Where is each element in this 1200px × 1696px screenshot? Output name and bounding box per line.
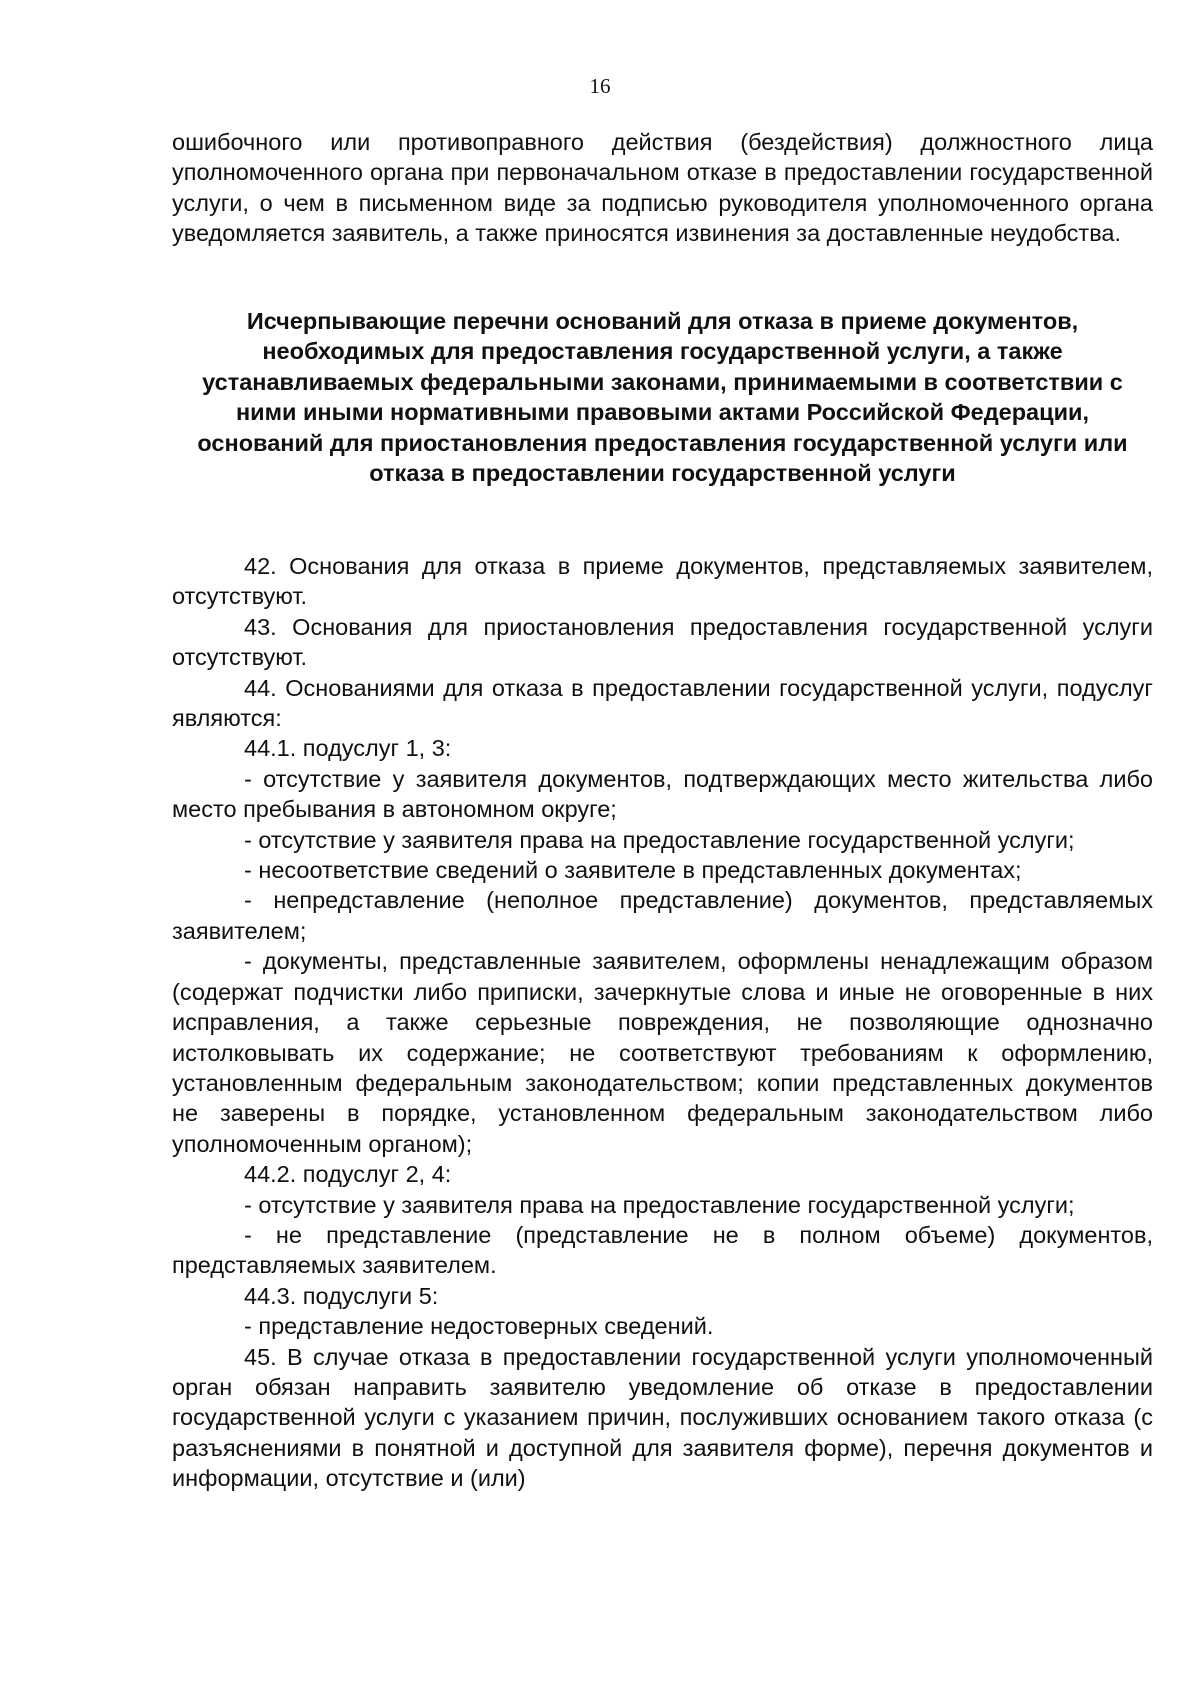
list-item: - отсутствие у заявителя права на предоставление государственной услуги; [244,826,1075,853]
intro-text-block [172,127,1153,249]
page-number: 16 [589,74,611,98]
paragraph-44-2: 44.2. подуслуг 2, 4: [244,1161,452,1188]
paragraph-45: 45. В случае отказа в предоставлении государственной услуги уполномоченный орган обязан направить заявителю уведомление об отказе в предоставлении государственной услуги с указанием причин, послуживших основанием такого отказа (с разъяснениями в понятной и доступной для заявителя форме), перечня документов и информации, отсутствие и (или) [172,1343,1153,1492]
list-item: - не представление (представление не в полном объеме) документов, представляемых заявителем. [172,1221,1153,1279]
main-text-block [172,551,1153,1494]
paragraph-43: 43. Основания для приостановления предоставления государственной услуги отсутствуют. [172,613,1153,671]
section-heading: Исчерпывающие перечни оснований для отказа в приеме документов, необходимых для предоставления государственной услуги, а также устанавливаемых федеральными законами, принимаемыми в соответствии с ними иными нормативными правовыми актами Российской Федерации, оснований для приостановления предоставления государственной услуги или отказа в предоставлении государственной услуги [197,308,1128,487]
list-item: - непредставление (неполное представление) документов, представляемых заявителем; [172,887,1153,944]
list-item: - несоответствие сведений о заявителе в представленных документах; [244,857,1022,884]
paragraph-44-3: 44.3. подуслуги 5: [244,1282,439,1309]
paragraph-44: 44. Основаниями для отказа в предоставлении государственной услуги, подуслуг являются: [172,674,1153,732]
list-item: - отсутствие у заявителя права на предоставление государственной услуги; [244,1191,1075,1218]
paragraph-44-1: 44.1. подуслуг 1, 3: [244,735,452,762]
list-item: - представление недостоверных сведений. [244,1313,714,1340]
paragraph-42: 42. Основания для отказа в приеме документов, представляемых заявителем, отсутствуют. [172,553,1153,610]
intro-paragraph: ошибочного или противоправного действия (бездействия) должностного лица уполномоченного органа при первоначальном отказе в предоставлении государственной услуги, о чем в письменном виде за подписью руководителя уполномоченного органа уведомляется заявитель, а также приносятся извинения за доставленные неудобства. [172,129,1153,247]
list-item: - отсутствие у заявителя документов, подтверждающих место жительства либо место пребывания в автономном округе; [172,765,1153,823]
list-item: - документы, представленные заявителем, оформлены ненадлежащим образом (содержат подчистки либо приписки, зачеркнутые слова и иные не оговоренные в них исправления, а также серьезные повреждения, не позволяющие однозначно истолковывать их содержание; не соответствуют требованиям к оформлению, установленным федеральным законодательством; копии представленных документов не заверены в порядке, установленном федеральным законодательством либо уполномоченным органом); [172,948,1153,1157]
